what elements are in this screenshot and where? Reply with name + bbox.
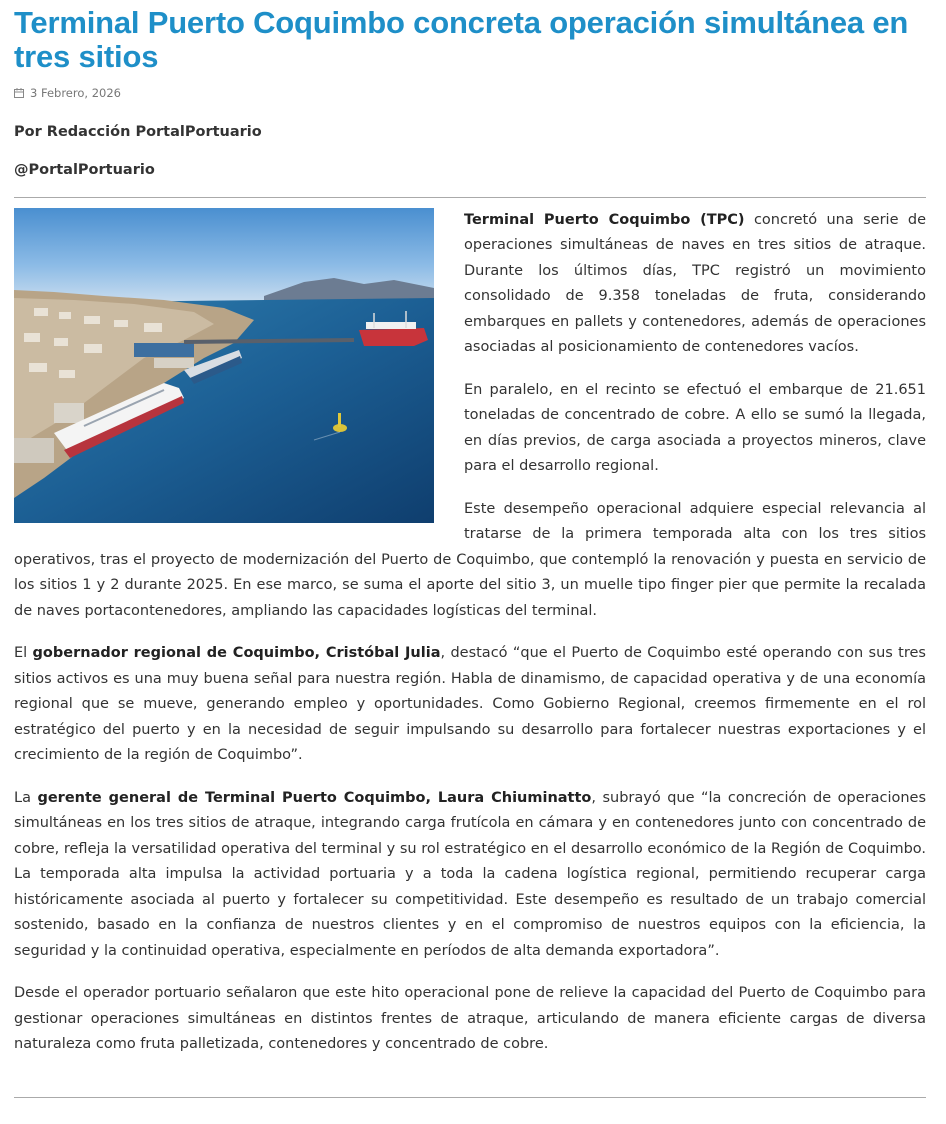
paragraph-4	[14, 641, 926, 769]
paragraph-3: Este desempeño operacional adquiere especial relevancia al tratarse de la primera temporada alta con los tres sitios operativos, tras el proyecto de modernización del Puerto de Coquimbo, que contempló la renovación y puesta en servicio de los sitios 1 y 2 durante 2025. En ese marco, se suma el aporte del sitio 3, un muelle tipo finger pier que permite la recalada de naves portacontenedores, ampliando las capacidades logísticas del terminal.	[14, 500, 926, 619]
paragraph-6: Desde el operador portuario señalaron que este hito operacional pone de relieve la capacidad del Puerto de Coquimbo para gestionar operaciones simultáneas en distintos frentes de atraque, articulando de manera eficiente cargas de diversa naturaleza como fruta palletizada, contenedores y concentrado de cobre.	[14, 985, 926, 1053]
paragraph-1-text: concretó una serie de operaciones simultáneas de naves en tres sitios de atraque. Durante los últimos días, TPC registró un movimiento consolidado de 9.358 toneladas de fruta, considerando embarques en pallets y contenedores, además de operaciones asociadas al posicionamiento de contenedores vacíos.	[464, 211, 927, 356]
port-aerial-photo	[14, 208, 434, 523]
footer-divider	[14, 1097, 926, 1098]
paragraph-5	[14, 786, 926, 965]
calendar-icon	[14, 88, 24, 98]
paragraph-2: En paralelo, en el recinto se efectuó el embarque de 21.651 toneladas de concentrado de cobre. A ello se sumó la llegada, en días previos, de carga asociada a proyectos mineros, clave para el desarrollo regional.	[464, 381, 926, 475]
publish-date-text: 3 Febrero, 2026	[30, 85, 121, 100]
manager-name: gerente general de Terminal Puerto Coquimbo, Laura Chiuminatto	[37, 789, 592, 806]
author-byline: Por Redacción PortalPortuario	[14, 123, 262, 140]
tpc-name: Terminal Puerto Coquimbo (TPC)	[464, 211, 745, 228]
publish-date	[14, 86, 926, 100]
governor-name: gobernador regional de Coquimbo, Cristóbal Julia	[32, 645, 441, 662]
author-handle: @PortalPortuario	[14, 161, 155, 178]
paragraph-4-pre: El	[14, 645, 33, 662]
paragraph-4-text: , destacó “que el Puerto de Coquimbo esté operando con sus tres sitios activos es una muy buena señal para nuestra región. Habla de dinamismo, de capacidad operativa y de una economía regional que se mueve, generando empleo y oportunidades. Como Gobierno Regional, creemos firmemente en el rol estratégico del puerto y en la necesidad de seguir impulsando su desarrollo para fortalecer nuestras exportaciones y el crecimiento de la región de Coquimbo”.	[14, 645, 926, 764]
paragraph-5-text: , subrayó que “la concreción de operaciones simultáneas en los tres sitios de atraque, integrando carga frutícola en cámara y en contenedores junto con concentrado de cobre, refleja la versatilidad operativa del terminal y su rol estratégico en el desarrollo económico de la Región de Coquimbo. La temporada alta impulsa la actividad portuaria y a toda la cadena logística regional, permitiendo recuperar carga históricamente asociada al puerto y fortalecer su competitividad. Este desempeño es resultado de un trabajo comercial sostenido, basado en la confianza de nuestros clientes y en el compromiso de nuestros equipos con la eficiencia, la seguridad y la continuidad operativa, especialmente en períodos de alta demanda exportadora”.	[14, 789, 927, 959]
article-title: Terminal Puerto Coquimbo concreta operación simultánea en tres sitios	[14, 5, 909, 74]
paragraph-5-pre: La	[14, 789, 38, 806]
header-divider	[14, 197, 926, 198]
article-body	[14, 208, 926, 1058]
